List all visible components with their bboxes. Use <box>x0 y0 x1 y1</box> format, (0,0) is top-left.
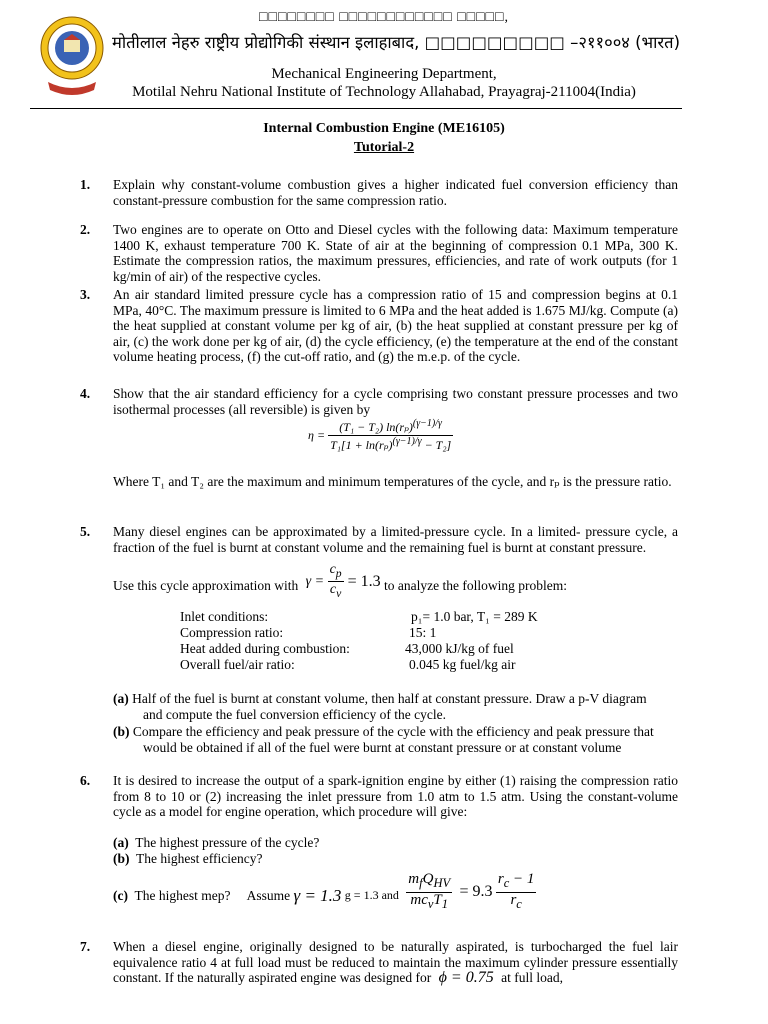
part-label: (b) <box>113 724 130 739</box>
part-text-cont: and compute the fuel conversion efficiency of the cycle. <box>143 706 446 722</box>
q5-gamma-line: Use this cycle approximation with γ = $\frac{c_p}{c_v}$ = 1.3 to analyze the following problem: <box>113 562 567 601</box>
department-name: Mechanical Engineering Department, <box>271 66 497 82</box>
header-line-1: □□□□□□□□ □□□□□□□□□□□□ □□□□□, <box>259 10 509 25</box>
question-number: 3. <box>80 287 91 302</box>
question-text: Explain why constant-volume combustion gives a higher indicated fuel conversion efficiency than constant-pressure combustion for the same compression ratio. <box>113 177 678 208</box>
phi-value: ϕ = 0.75 <box>434 969 498 987</box>
q5-part-a <box>113 691 688 722</box>
part-text: The highest mep? <box>134 888 231 904</box>
part-label: (a) <box>113 835 129 850</box>
efficiency-formula: η = $\frac{(T_1 - T_2) \ln(r_p)^{(\gamma-1)/\gamma}}{T_1[1 + \ln(r_p)^{(\gamma-1)/\gamma} - T_2]}$ <box>308 418 452 452</box>
question-number: 7. <box>80 939 91 954</box>
part-text: The highest pressure of the cycle? <box>135 835 320 850</box>
part-text: Compare the efficiency and peak pressure of the cycle with the efficiency and peak pressure that <box>132 724 654 739</box>
table-value: 15: 1 <box>409 625 437 640</box>
table-label: Compression ratio: <box>180 625 284 640</box>
part-label: (c) <box>113 888 128 904</box>
q6-part-b <box>113 851 688 867</box>
question-text: It is desired to increase the output of a spark-ignition engine by either (1) raising the compression ratio from 8 to 10 or (2) increasing the inlet pressure from 1.0 atm to 1.5 atm. Using the constant-volume cycle as a model for engine operation, which procedure will give: <box>113 773 678 820</box>
table-label: Heat added during combustion: <box>180 641 350 656</box>
q6-part-a <box>113 835 688 851</box>
question-note: Where T₁ and T₂ are the maximum and minimum temperatures of the cycle, and rₚ is the pressure ratio. <box>113 474 672 489</box>
mep-fraction: $\frac{m_fQ_{HV}}{mc_vT_1}$ <box>408 871 451 911</box>
part-text: The highest efficiency? <box>136 851 263 866</box>
q5-table-labels <box>180 609 350 673</box>
question-number: 2. <box>80 222 91 237</box>
question-text: Many diesel engines can be approximated by a limited-pressure cycle. In a limited- pressure cycle, a fraction of the fuel is burnt at constant volume and the remaining fuel is burnt at constant pressure. <box>113 524 678 555</box>
table-value: 0.045 kg fuel/kg air <box>409 657 516 672</box>
rc-fraction: $\frac{r_c - 1}{r_c}$ <box>497 871 535 911</box>
table-value: p₁= 1.0 bar, T₁ = 289 K <box>411 609 538 624</box>
table-label: Overall fuel/air ratio: <box>180 657 295 672</box>
table-value: 43,000 kJ/kg of fuel <box>405 641 514 656</box>
q6-part-c: (c) The highest mep? Assume γ = 1.3 g = 1.3 and $\frac{m_fQ_{HV}}{mc_vT_1}$ = 9.3 $\frac{r_c - 1}{r_c}$ <box>113 871 535 911</box>
g-note: g = 1.3 and <box>344 888 399 903</box>
assume-text: Assume <box>246 888 291 904</box>
table-label: Inlet conditions: <box>180 609 269 624</box>
header-divider <box>30 108 682 109</box>
header-line-2: मोतीलाल नेहरु राष्ट्रीय प्रोद्योगिकी संस्थान इलाहाबाद, □□□□□□□□□ –२११००४ (भारत) <box>112 33 681 52</box>
q5-part-b <box>113 724 688 755</box>
question-text: An air standard limited pressure cycle has a compression ratio of 15 and compression begins at 0.1 MPa, 40°C. The maximum pressure is limited to 6 MPa and the heat added is 1.675 MJ/kg. Compute (a) the heat supplied at constant volume per kg of air, (b) the heat supplied at constant pressure per kg of air, (c) the work done per kg of air, (d) the cycle efficiency, (e) the temperature at the end of the constant volume heating process, (f) the cut-off ratio, and (g) the m.e.p. of the cycle. <box>113 287 678 365</box>
part-label: (a) <box>113 691 129 706</box>
course-title: Internal Combustion Engine (ME16105) <box>263 121 505 136</box>
part-label: (b) <box>113 851 130 866</box>
part-text-cont: would be obtained if all of the fuel were burnt at constant pressure or at constant volume <box>143 739 622 755</box>
question-number: 1. <box>80 177 91 192</box>
gamma-value: γ = 1.3 <box>293 886 342 906</box>
question-text: When a diesel engine, originally designed to be naturally aspirated, is turbocharged the fuel lair equivalence ratio 4 at full load must be reduced to maintain the maximum cylinder pressure essentially constant. If the naturally aspirated engine was designed for ϕ = 0.75 at full load, <box>113 939 678 987</box>
question-number: 4. <box>80 386 91 401</box>
institute-name: Motilal Nehru National Institute of Technology Allahabad, Prayagraj-211004(India) <box>132 84 636 100</box>
part-text: Half of the fuel is burnt at constant volume, then half at constant pressure. Draw a p-V diagram <box>132 691 647 706</box>
question-text: Two engines are to operate on Otto and Diesel cycles with the following data: Maximum temperature 1400 K, exhaust temperature 700 K. State of air at the beginning of compression 0.1 MPa, 300 K. Estimate the compression ratios, the maximum pressures, efficiencies, and rate of work outputs (for 1 kg/min of air) of the respective cycles. <box>113 222 678 284</box>
q5-table-values <box>405 609 538 673</box>
question-number: 6. <box>80 773 91 788</box>
tutorial-title: Tutorial-2 <box>353 140 415 155</box>
question-number: 5. <box>80 524 91 539</box>
question-text: Show that the air standard efficiency for a cycle comprising two constant pressure processes and two isothermal processes (all reversible) is given by <box>113 386 678 417</box>
